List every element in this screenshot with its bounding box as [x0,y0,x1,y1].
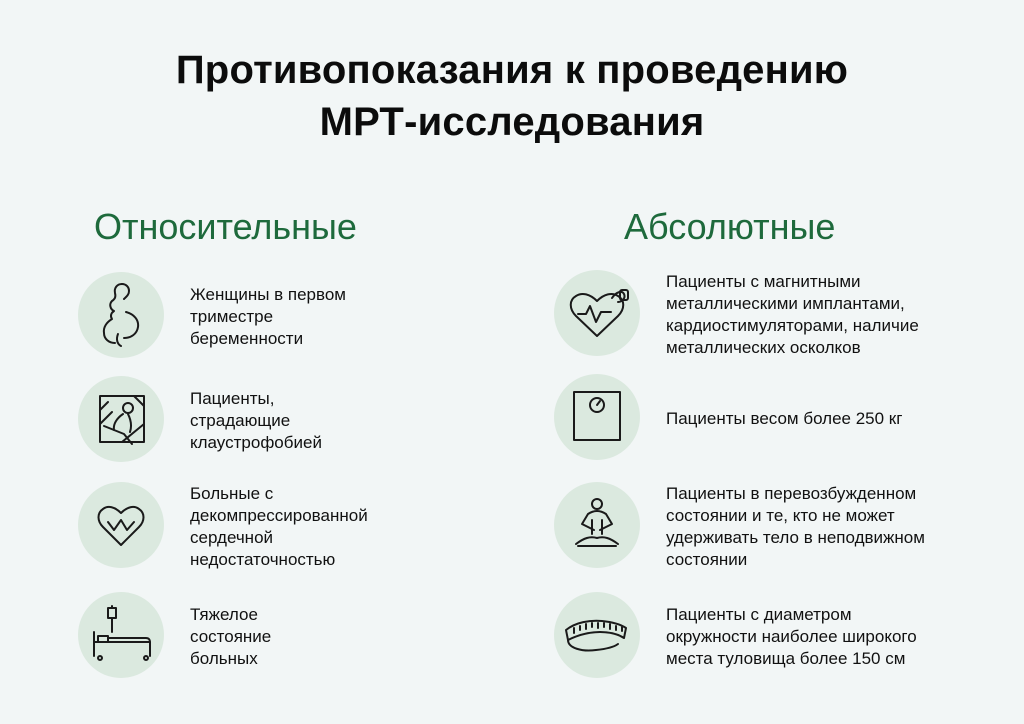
page-title [0,44,1024,148]
measuring-tape-icon [554,592,640,678]
pregnant-woman-icon [78,272,164,358]
broken-heart-icon [78,482,164,568]
absolute-item-text: Пациенты с магнитными металлическими имплантами, кардиостимуляторами, наличие металлических осколков [666,272,919,357]
scale-icon [554,374,640,460]
absolute-item-text: Пациенты с диаметром окружности наиболее широкого места туловища более 150 см [666,605,917,668]
hospital-bed-icon [78,592,164,678]
absolute-item-text: Пациенты весом более 250 кг [666,409,903,428]
absolute-item-text: Пациенты в перевозбужденном состоянии и те, кто не может удерживать тело в неподвижном состоянии [666,484,925,569]
relative-item-text: Женщины в первом триместре беременности [190,285,346,348]
relative-item-text: Больные с декомпрессированной сердечной недостаточностью [190,484,368,569]
pacemaker-heart-icon [554,270,640,356]
title-line-2: МРТ-исследования [319,100,705,144]
absolute-heading: Абсолютные [624,206,836,247]
relative-item-text: Пациенты, страдающие клаустрофобией [190,389,322,452]
relative-heading: Относительные [94,206,357,247]
claustrophobia-icon [78,376,164,462]
title-line-1: Противопоказания к проведению [175,48,849,92]
relative-item-text: Тяжелое состояние больных [190,605,272,668]
meditation-icon [554,482,640,568]
